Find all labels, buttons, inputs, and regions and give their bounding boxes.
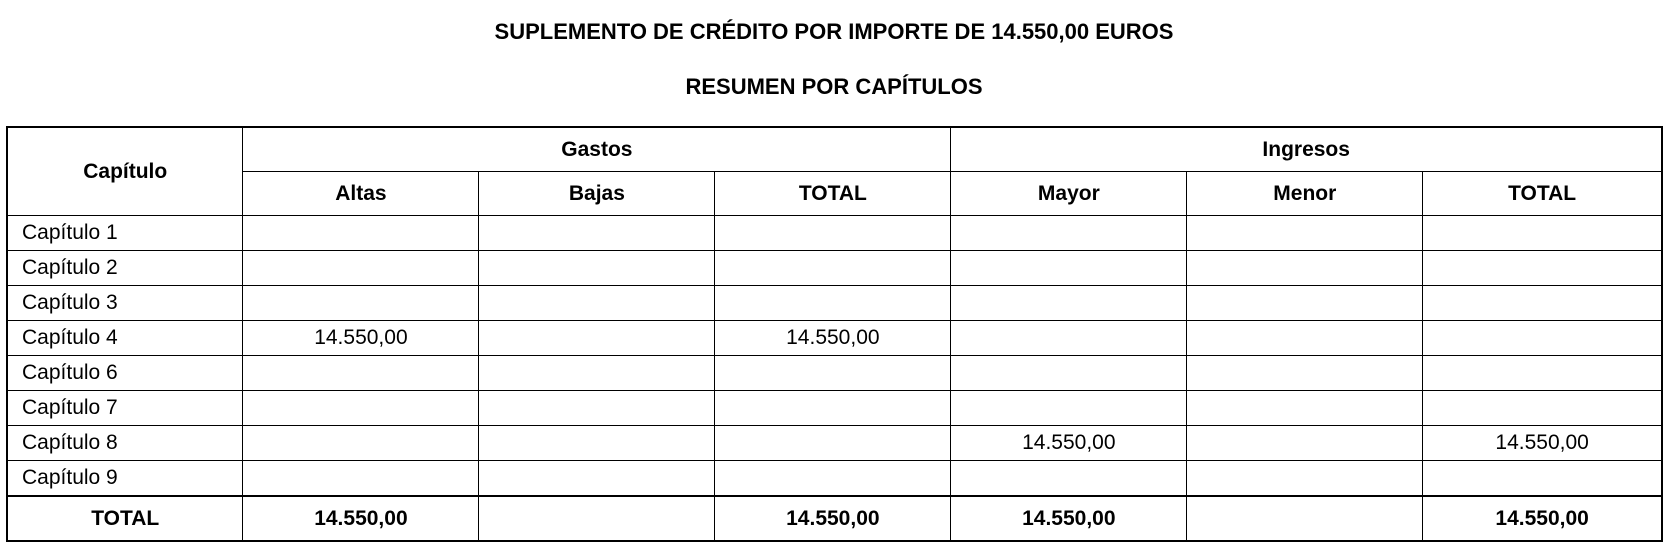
altas-cell xyxy=(243,461,479,497)
ingresos-total-cell xyxy=(1423,391,1662,426)
total-label: TOTAL xyxy=(7,496,243,541)
ingresos-header: Ingresos xyxy=(951,127,1662,172)
altas-cell xyxy=(243,426,479,461)
total-row xyxy=(7,496,1662,541)
table-row xyxy=(7,391,1662,426)
gastos-total-cell xyxy=(715,216,951,251)
mayor-cell xyxy=(951,391,1187,426)
total-bajas-cell xyxy=(479,496,715,541)
ingresos-total-header: TOTAL xyxy=(1423,172,1662,216)
row-label: Capítulo 6 xyxy=(7,356,243,391)
mayor-cell xyxy=(951,356,1187,391)
row-label: Capítulo 9 xyxy=(7,461,243,497)
altas-cell xyxy=(243,286,479,321)
altas-cell xyxy=(243,356,479,391)
header-row-columns xyxy=(7,172,1662,216)
gastos-header: Gastos xyxy=(243,127,951,172)
total-mayor-cell: 14.550,00 xyxy=(951,496,1187,541)
total-gastos-cell: 14.550,00 xyxy=(715,496,951,541)
gastos-total-cell xyxy=(715,391,951,426)
altas-header: Altas xyxy=(243,172,479,216)
row-label: Capítulo 7 xyxy=(7,391,243,426)
bajas-cell xyxy=(479,216,715,251)
gastos-total-cell xyxy=(715,251,951,286)
row-label: Capítulo 4 xyxy=(7,321,243,356)
bajas-cell xyxy=(479,426,715,461)
ingresos-total-cell xyxy=(1423,321,1662,356)
menor-cell xyxy=(1187,356,1423,391)
bajas-cell xyxy=(479,356,715,391)
menor-cell xyxy=(1187,286,1423,321)
ingresos-total-cell xyxy=(1423,356,1662,391)
mayor-cell xyxy=(951,321,1187,356)
mayor-cell xyxy=(951,216,1187,251)
table-row xyxy=(7,461,1662,497)
header-row-groups xyxy=(7,127,1662,172)
ingresos-total-cell xyxy=(1423,216,1662,251)
document-subtitle: RESUMEN POR CAPÍTULOS xyxy=(685,74,983,99)
bajas-cell xyxy=(479,286,715,321)
row-label: Capítulo 2 xyxy=(7,251,243,286)
table-row xyxy=(7,251,1662,286)
bajas-header: Bajas xyxy=(479,172,715,216)
altas-cell xyxy=(243,391,479,426)
gastos-total-cell: 14.550,00 xyxy=(715,321,951,356)
menor-cell xyxy=(1187,251,1423,286)
table-row xyxy=(7,426,1662,461)
ingresos-total-cell xyxy=(1423,286,1662,321)
mayor-cell xyxy=(951,251,1187,286)
row-label: Capítulo 8 xyxy=(7,426,243,461)
menor-cell xyxy=(1187,216,1423,251)
altas-cell xyxy=(243,251,479,286)
gastos-total-cell xyxy=(715,286,951,321)
document-title: SUPLEMENTO DE CRÉDITO POR IMPORTE DE 14.550,00 EUROS xyxy=(494,19,1174,44)
menor-cell xyxy=(1187,321,1423,356)
row-label: Capítulo 3 xyxy=(7,286,243,321)
menor-header: Menor xyxy=(1187,172,1423,216)
mayor-cell xyxy=(951,286,1187,321)
gastos-total-cell xyxy=(715,356,951,391)
total-ingresos-cell: 14.550,00 xyxy=(1423,496,1662,541)
mayor-header: Mayor xyxy=(951,172,1187,216)
table-row xyxy=(7,356,1662,391)
total-altas-cell: 14.550,00 xyxy=(243,496,479,541)
menor-cell xyxy=(1187,426,1423,461)
mayor-cell: 14.550,00 xyxy=(951,426,1187,461)
menor-cell xyxy=(1187,461,1423,497)
altas-cell: 14.550,00 xyxy=(243,321,479,356)
table-row xyxy=(7,286,1662,321)
row-label: Capítulo 1 xyxy=(7,216,243,251)
mayor-cell xyxy=(951,461,1187,497)
summary-table xyxy=(6,126,1663,542)
menor-cell xyxy=(1187,391,1423,426)
bajas-cell xyxy=(479,391,715,426)
ingresos-total-cell xyxy=(1423,461,1662,497)
gastos-total-header: TOTAL xyxy=(715,172,951,216)
table-row xyxy=(7,321,1662,356)
ingresos-total-cell xyxy=(1423,251,1662,286)
altas-cell xyxy=(243,216,479,251)
total-menor-cell xyxy=(1187,496,1423,541)
bajas-cell xyxy=(479,461,715,497)
gastos-total-cell xyxy=(715,426,951,461)
capitulo-header: Capítulo xyxy=(7,127,243,216)
table-row xyxy=(7,216,1662,251)
bajas-cell xyxy=(479,321,715,356)
gastos-total-cell xyxy=(715,461,951,497)
ingresos-total-cell: 14.550,00 xyxy=(1423,426,1662,461)
bajas-cell xyxy=(479,251,715,286)
